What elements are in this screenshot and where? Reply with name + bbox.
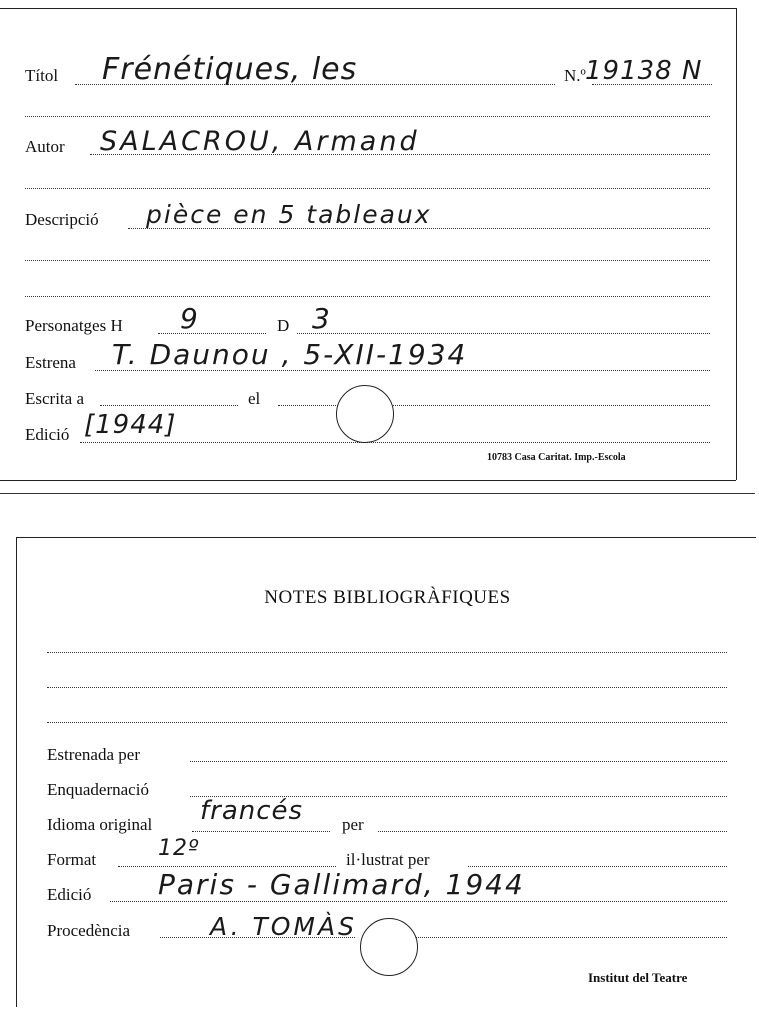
idioma-per-line [378, 831, 727, 832]
edicio-line [80, 442, 710, 443]
blank-line-2 [25, 188, 710, 189]
illustrat-label: il·lustrat per [346, 850, 430, 869]
catalog-card-notes [0, 530, 759, 1028]
procedencia-label: Procedència [47, 921, 131, 940]
escrita-el-label: el [248, 389, 261, 408]
idioma-label: Idioma original [47, 815, 153, 834]
idioma-line [192, 831, 330, 832]
edicio2-line [110, 901, 727, 902]
card2-border-top [16, 537, 756, 538]
titol-value: Frénétiques, les [102, 52, 358, 87]
catalog-card-main [0, 0, 740, 485]
autor-value: SALACROU, Armand [100, 126, 420, 157]
illustrat-line [468, 866, 727, 867]
procedencia-value: A. TOMÀS [210, 912, 357, 941]
estrena-label: Estrena [25, 353, 76, 372]
format-line [118, 866, 336, 867]
estrenada-line [190, 761, 727, 762]
personatges-h-line [158, 333, 266, 334]
blank-line-3 [25, 260, 710, 261]
edicio-label: Edició [25, 425, 70, 444]
notes-line-3 [47, 722, 727, 723]
titol-label: Títol [25, 66, 59, 85]
personatges-d-value: 3 [312, 302, 331, 335]
punch-hole [336, 385, 394, 443]
edicio-value: [1944] [84, 410, 177, 440]
procedencia-line-2 [416, 937, 727, 938]
descripcio-label: Descripció [25, 210, 99, 229]
enquadernacio-label: Enquadernació [47, 780, 149, 799]
idioma-value: francés [200, 796, 304, 826]
card-border-bottom [0, 480, 736, 481]
separator-line [0, 493, 755, 494]
punch-hole-2 [360, 918, 418, 976]
edicio2-label: Edició [47, 885, 92, 904]
personatges-d-line [297, 333, 710, 334]
card-border-top [0, 8, 736, 9]
printer-imprint: 10783 Casa Caritat. Imp.-Escola [487, 452, 626, 463]
blank-line-1 [25, 116, 710, 117]
notes-heading: NOTES BIBLIOGRÀFIQUES [264, 587, 511, 608]
escrita-label: Escrita a [25, 389, 84, 408]
notes-line-1 [47, 652, 727, 653]
descripcio-value: pièce en 5 tableaux [146, 200, 432, 229]
estrenada-label: Estrenada per [47, 745, 140, 764]
num-value: 19138 N [585, 56, 703, 86]
num-label: N.º [564, 66, 586, 85]
format-label: Format [47, 850, 97, 869]
escrita-line [100, 405, 238, 406]
blank-line-4 [25, 296, 710, 297]
estrena-value: T. Daunou , 5-XII-1934 [112, 338, 468, 371]
idioma-per-label: per [342, 815, 364, 834]
notes-line-2 [47, 687, 727, 688]
format-value: 12º [158, 836, 200, 861]
personatges-d-label: D [277, 316, 290, 335]
personatges-label: Personatges H [25, 316, 123, 335]
autor-label: Autor [25, 137, 65, 156]
institution-imprint: Institut del Teatre [588, 970, 688, 985]
edicio2-value: Paris - Gallimard, 1944 [158, 868, 525, 901]
card-border-right [736, 8, 737, 480]
personatges-h-value: 9 [180, 302, 199, 335]
